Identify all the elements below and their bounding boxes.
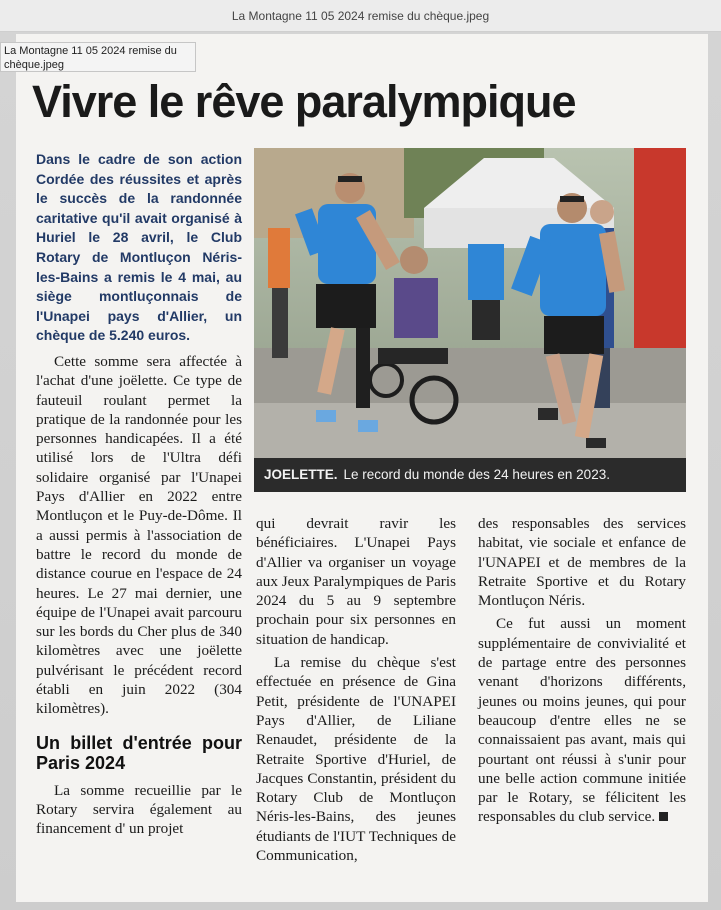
runners-photo-illustration: [254, 148, 686, 458]
article-lede: Dans le cadre de son action Cordée des réussites et après le succès de la randonnée caritative qu'il avait organisé à Huriel le 28 avril, le Club Rotary de Montluçon Néris-les-Bains a remis le 4 mai, au siège montluçonnais de l'Unapei pays d'Allier, un chèque de 5.240 euros.: [36, 151, 242, 344]
article-column-2: [256, 514, 456, 865]
newspaper-page: [16, 34, 708, 902]
photo-caption: [254, 458, 686, 492]
article-paragraph: La somme recueillie par le Rotary servira également au financement d' un projet: [36, 781, 242, 838]
article-paragraph: des responsables des services habitat, vie sociale et enfance de l'UNAPEI et de membres de la Retraite Sportive et du Rotary Montluçon Néris.: [478, 515, 686, 610]
window-title-bar: [0, 0, 721, 32]
article-headline: Vivre le rêve paralympique: [32, 76, 576, 127]
article-paragraph: Cette somme sera affectée à l'achat d'une joëlette. Ce type de fauteuil roulant permet la pratique de la randonnée pour les personnes handicapées. Il a été utilisé lors de l'Ultra défi solidaire organisé par l'Unapei Pays d'Allier en 2022 entre Montluçon et le Puy-de-Dôme. Il a aussi permis à l'association de battre le record du monde de distance courue en l'espace de 24 heures. Le 27 mai dernier, une équipe de l'Unapei avait parcouru sur les bords du Cher plus de 340 kilomètres avec une joëlette pulvérisant le précédent record établi en juin 2022 (304 kilomètres).: [36, 352, 242, 718]
window-title: La Montagne 11 05 2024 remise du chèque.jpeg: [231, 9, 490, 23]
end-of-article-mark: [659, 812, 668, 821]
article-column-1: [36, 150, 242, 838]
article-subhead: Un billet d'entrée pour Paris 2024: [36, 732, 242, 773]
article-paragraph: La remise du chèque s'est effectuée en présence de Gina Petit, présidente de l'UNAPEI Pays d'Allier, de Liliane Renaudet, présidente de la Retraite Sportive d'Huriel, de Jacques Constantin, président du Rotary Club de Montluçon Néris-les-Bains, des jeunes étudiants de l'IUT Techniques de Communication,: [256, 654, 456, 865]
photo-caption-text: Le record du monde des 24 heures en 2023.: [343, 467, 610, 482]
article-photo: [254, 148, 686, 492]
filename-tooltip: La Montagne 11 05 2024 remise du chèque.jpeg: [0, 42, 196, 72]
article-column-3: [478, 514, 686, 827]
image-canvas: [0, 32, 721, 910]
photo-caption-label: JOELETTE.: [264, 467, 338, 482]
article-paragraph: qui devrait ravir les bénéficiaires. L'Unapei Pays d'Allier va organiser un voyage aux Jeux Paralympiques de Paris 2024 du 5 au 9 septembre prochain pour six personnes en situation de handicap.: [256, 515, 456, 648]
article-paragraph: Ce fut aussi un moment supplémentaire de convivialité et de partage entre des personnes venant d'horizons différents, jeunes ou moins jeunes, qui pour beaucoup d'entre elles ne se connaissaient pas avant, mais qui pourtant ont réussi à s'unir pour une belle action commune initiée par le Rotary, se félicitent les responsables du club service.: [478, 615, 686, 826]
